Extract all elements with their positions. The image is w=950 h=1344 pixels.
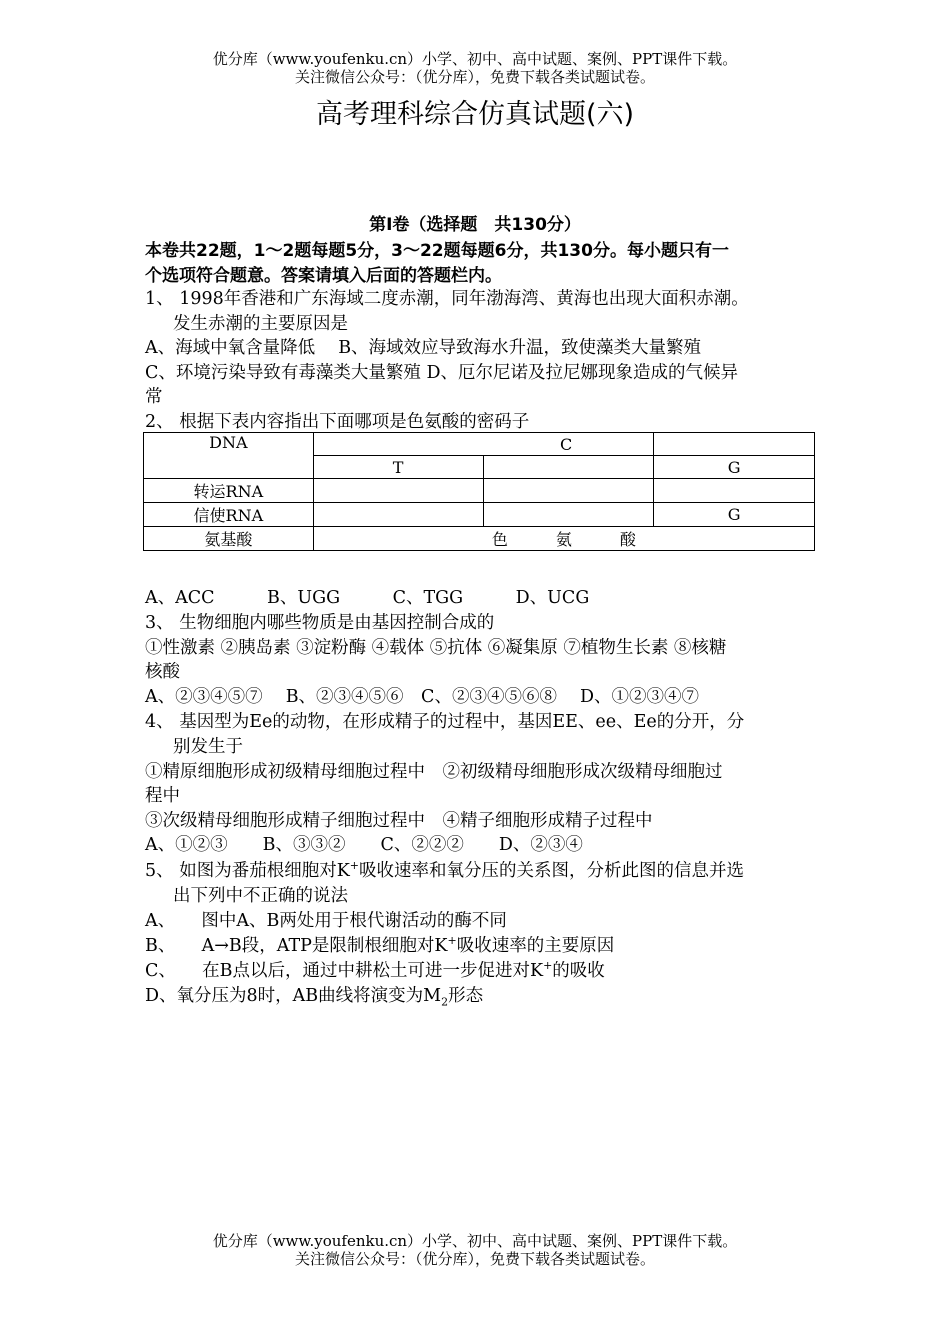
q5-stem-part-2: 吸收速率和氧分压的关系图，分析此图的信息并选 bbox=[359, 861, 744, 881]
table-cell bbox=[483, 479, 654, 503]
table-cell bbox=[654, 479, 815, 503]
q5-option-d-part-1: D、氧分压为8时，AB曲线将演变为M bbox=[145, 986, 442, 1006]
q5-stem-line-2: 出下列中不正确的说法 bbox=[173, 886, 348, 906]
q5-option-c bbox=[145, 957, 605, 982]
q4-stem-line-2: 别发生于 bbox=[173, 737, 243, 757]
table-row bbox=[144, 503, 815, 527]
table-cell bbox=[654, 433, 815, 456]
q5-option-b-part-1: B、 A→B段，ATP是限制根细胞对K bbox=[145, 936, 448, 956]
amino-acid-label: 氨基酸 bbox=[204, 530, 253, 549]
table-row bbox=[144, 479, 815, 503]
q4-items-line-1: ①精原细胞形成初级精母细胞过程中 ②初级精母细胞形成次级精母细胞过 bbox=[145, 762, 723, 782]
q5-stem-line-1 bbox=[145, 857, 744, 882]
q4-options: A、①②③ B、③③② C、②②② D、②③④ bbox=[145, 835, 583, 855]
q3-options: A、②③④⑤⑦ B、②③④⑤⑥ C、②③④⑤⑥⑧ D、①②③④⑦ bbox=[145, 687, 700, 707]
table-cell bbox=[483, 433, 654, 456]
q5-stem-part-1: 5、 如图为番茄根细胞对K bbox=[145, 861, 350, 881]
q5-option-a: A、 图中A、B两处用于根代谢活动的酶不同 bbox=[145, 911, 507, 931]
q5-option-d-part-2: 形态 bbox=[448, 986, 484, 1006]
table-cell bbox=[483, 503, 654, 527]
q5-option-c-part-2: 的吸收 bbox=[552, 961, 605, 981]
q5-option-b-part-2: 吸收速率的主要原因 bbox=[456, 936, 615, 956]
q1-options-cd: C、环境污染导致有毒藻类大量繁殖 D、厄尔尼诺及拉尼娜现象造成的气候异 bbox=[145, 363, 738, 383]
table-cell bbox=[654, 503, 815, 527]
q1-stem-line-1: 1、 1998年香港和广东海域二度赤潮，同年渤海湾、黄海也出现大面积赤潮。 bbox=[145, 289, 749, 309]
q4-stem-line-1: 4、 基因型为Ee的动物，在形成精子的过程中，基因EE、ee、Ee的分开，分 bbox=[145, 712, 745, 732]
table-cell bbox=[313, 503, 483, 527]
footer-line-1: 优分库（www.youfenku.cn）小学、初中、高中试题、案例、PPT课件下载。 bbox=[212, 1232, 738, 1250]
q4-items-line-2: 程中 bbox=[145, 786, 180, 806]
table-cell bbox=[654, 456, 815, 479]
header-line-1: 优分库（www.youfenku.cn）小学、初中、高中试题、案例、PPT课件下载。 bbox=[212, 50, 738, 68]
q5-option-d bbox=[145, 982, 483, 1009]
footer-line-2: 关注微信公众号：（优分库），免费下载各类试题试卷。 bbox=[294, 1250, 655, 1268]
section-heading: 第Ⅰ卷（选择题 共130分） bbox=[369, 215, 581, 235]
dna-c-value: C bbox=[560, 434, 573, 454]
q1-options-cd-cont: 常 bbox=[145, 387, 163, 407]
q5-option-b bbox=[145, 932, 614, 957]
q3-items-line-2: 核酸 bbox=[145, 662, 180, 682]
mrna-g-value: G bbox=[727, 505, 741, 524]
table-cell bbox=[144, 503, 314, 527]
table-cell bbox=[483, 456, 654, 479]
subscript: 2 bbox=[441, 995, 449, 1009]
q1-options-ab: A、海域中氧含量降低 B、海域效应导致海水升温，致使藻类大量繁殖 bbox=[145, 338, 702, 358]
q2-stem: 2、 根据下表内容指出下面哪项是色氨酸的密码子 bbox=[145, 412, 530, 432]
table-cell bbox=[313, 456, 483, 479]
table-cell bbox=[313, 527, 814, 551]
table-row bbox=[144, 527, 815, 551]
q3-stem: 3、 生物细胞内哪些物质是由基因控制合成的 bbox=[145, 613, 495, 633]
trna-label: 转运RNA bbox=[193, 482, 264, 501]
superscript: + bbox=[349, 859, 359, 873]
amino-acid-value: 色 氨 酸 bbox=[491, 530, 636, 549]
dna-t-value: T bbox=[392, 457, 404, 477]
codon-table bbox=[143, 432, 815, 551]
table-cell bbox=[313, 479, 483, 503]
dna-label-cell bbox=[144, 433, 314, 479]
dna-label: DNA bbox=[209, 433, 248, 452]
table-cell bbox=[144, 527, 314, 551]
q2-options: A、ACC B、UGG C、TGG D、UCG bbox=[145, 588, 590, 608]
page-title: 高考理科综合仿真试题(六) bbox=[315, 99, 635, 130]
table-row bbox=[144, 433, 815, 456]
q1-stem-line-2: 发生赤潮的主要原因是 bbox=[173, 314, 348, 334]
superscript: + bbox=[447, 934, 457, 948]
superscript: + bbox=[543, 959, 553, 973]
dna-g-value: G bbox=[727, 457, 741, 477]
q4-items-line-3: ③次级精母细胞形成精子细胞过程中 ④精子细胞形成精子过程中 bbox=[145, 811, 653, 831]
q5-option-c-part-1: C、 在B点以后，通过中耕松土可进一步促进对K bbox=[145, 961, 544, 981]
instructions-line-2: 个选项符合题意。答案请填入后面的答题栏内。 bbox=[145, 266, 502, 286]
table-cell bbox=[144, 479, 314, 503]
mrna-label: 信使RNA bbox=[193, 506, 264, 525]
table-cell bbox=[313, 433, 483, 456]
instructions-line-1: 本卷共22题，1～2题每题5分，3～22题每题6分，共130分。每小题只有一 bbox=[145, 241, 729, 261]
header-line-2: 关注微信公众号：（优分库），免费下载各类试题试卷。 bbox=[294, 68, 655, 86]
q3-items-line-1: ①性激素 ②胰岛素 ③淀粉酶 ④载体 ⑤抗体 ⑥凝集原 ⑦植物生长素 ⑧核糖 bbox=[145, 638, 727, 658]
